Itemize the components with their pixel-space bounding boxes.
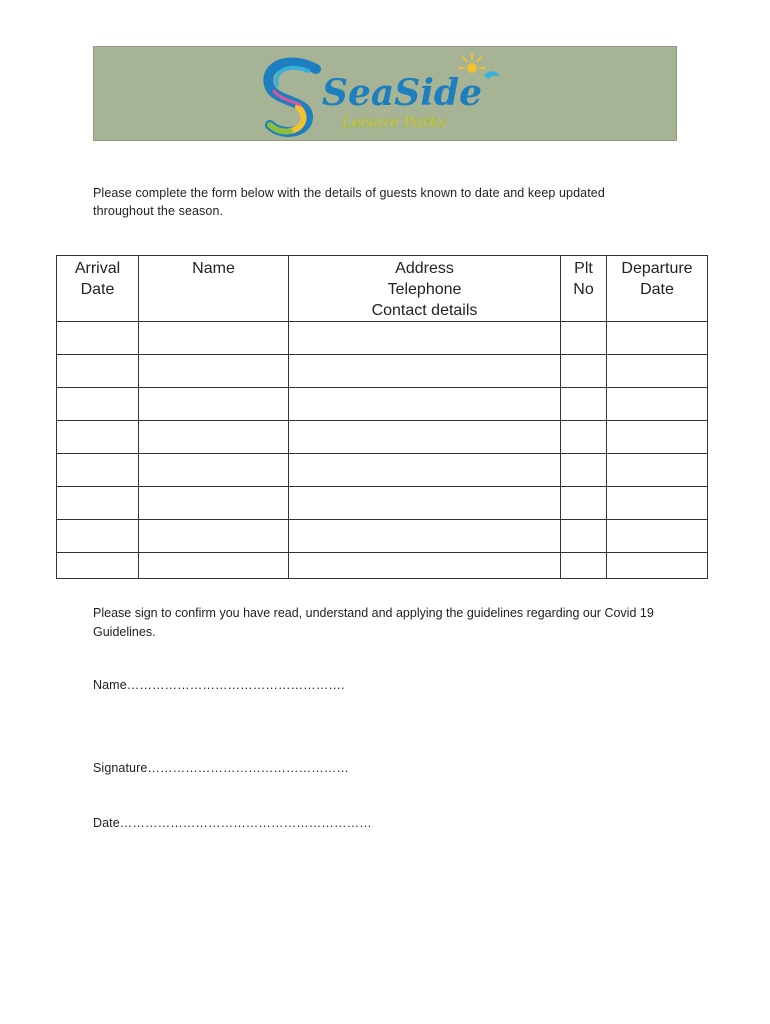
cell-name[interactable] — [139, 322, 289, 355]
cell-plot-no[interactable] — [561, 520, 607, 553]
cell-address[interactable] — [289, 454, 561, 487]
intro-line-1: Please complete the form below with the details of guests known to date and keep updated — [93, 186, 605, 200]
cell-address[interactable] — [289, 421, 561, 454]
cell-arrival-date[interactable] — [57, 454, 139, 487]
confirm-line-1: Please sign to confirm you have read, understand and applying the guidelines regarding our Covid 19 — [93, 606, 654, 620]
header-banner — [93, 46, 677, 141]
cell-departure-date[interactable] — [607, 355, 708, 388]
cell-arrival-date[interactable] — [57, 487, 139, 520]
table-row — [57, 388, 708, 421]
confirm-text — [93, 604, 713, 642]
table-row — [57, 520, 708, 553]
table-body — [57, 322, 708, 579]
cell-name[interactable] — [139, 421, 289, 454]
cell-departure-date[interactable] — [607, 322, 708, 355]
cell-address[interactable] — [289, 322, 561, 355]
cell-name[interactable] — [139, 487, 289, 520]
cell-arrival-date[interactable] — [57, 421, 139, 454]
table-row — [57, 421, 708, 454]
cell-departure-date[interactable] — [607, 487, 708, 520]
cell-name[interactable] — [139, 454, 289, 487]
cell-departure-date[interactable] — [607, 388, 708, 421]
confirm-line-2: Guidelines. — [93, 625, 156, 639]
cell-address[interactable] — [289, 388, 561, 421]
logo-subtext: Leisure Parks — [342, 113, 447, 131]
seaside-logo — [94, 47, 678, 142]
header-address: Address Telephone Contact details — [289, 256, 561, 322]
cell-arrival-date[interactable] — [57, 355, 139, 388]
cell-plot-no[interactable] — [561, 454, 607, 487]
header-plot-no: Plt No — [561, 256, 607, 322]
cell-plot-no[interactable] — [561, 322, 607, 355]
cell-arrival-date[interactable] — [57, 322, 139, 355]
name-field[interactable]: Name……………………………………………. — [93, 678, 345, 692]
cell-arrival-date[interactable] — [57, 553, 139, 579]
table-row — [57, 355, 708, 388]
header-arrival-date: Arrival Date — [57, 256, 139, 322]
cell-plot-no[interactable] — [561, 553, 607, 579]
table-row — [57, 322, 708, 355]
intro-text — [93, 184, 693, 220]
cell-address[interactable] — [289, 355, 561, 388]
cell-name[interactable] — [139, 355, 289, 388]
cell-address[interactable] — [289, 520, 561, 553]
cell-plot-no[interactable] — [561, 388, 607, 421]
cell-departure-date[interactable] — [607, 454, 708, 487]
cell-plot-no[interactable] — [561, 421, 607, 454]
cell-arrival-date[interactable] — [57, 520, 139, 553]
signature-field[interactable]: Signature………………………………………… — [93, 761, 350, 775]
guest-details-table — [56, 255, 708, 579]
cell-plot-no[interactable] — [561, 355, 607, 388]
logo-swirl-icon — [268, 62, 316, 132]
table-header-row — [57, 256, 708, 322]
cell-departure-date[interactable] — [607, 421, 708, 454]
cell-name[interactable] — [139, 388, 289, 421]
cell-name[interactable] — [139, 520, 289, 553]
date-field[interactable]: Date…………………………………………………… — [93, 816, 372, 830]
table-row — [57, 454, 708, 487]
cell-address[interactable] — [289, 553, 561, 579]
header-name: Name — [139, 256, 289, 322]
cell-name[interactable] — [139, 553, 289, 579]
logo-text: SeaSide — [322, 72, 482, 114]
header-departure-date: Departure Date — [607, 256, 708, 322]
cell-arrival-date[interactable] — [57, 388, 139, 421]
cell-plot-no[interactable] — [561, 487, 607, 520]
table-row — [57, 487, 708, 520]
cell-address[interactable] — [289, 487, 561, 520]
cell-departure-date[interactable] — [607, 553, 708, 579]
cell-departure-date[interactable] — [607, 520, 708, 553]
intro-line-2: throughout the season. — [93, 204, 224, 218]
table-row — [57, 553, 708, 579]
